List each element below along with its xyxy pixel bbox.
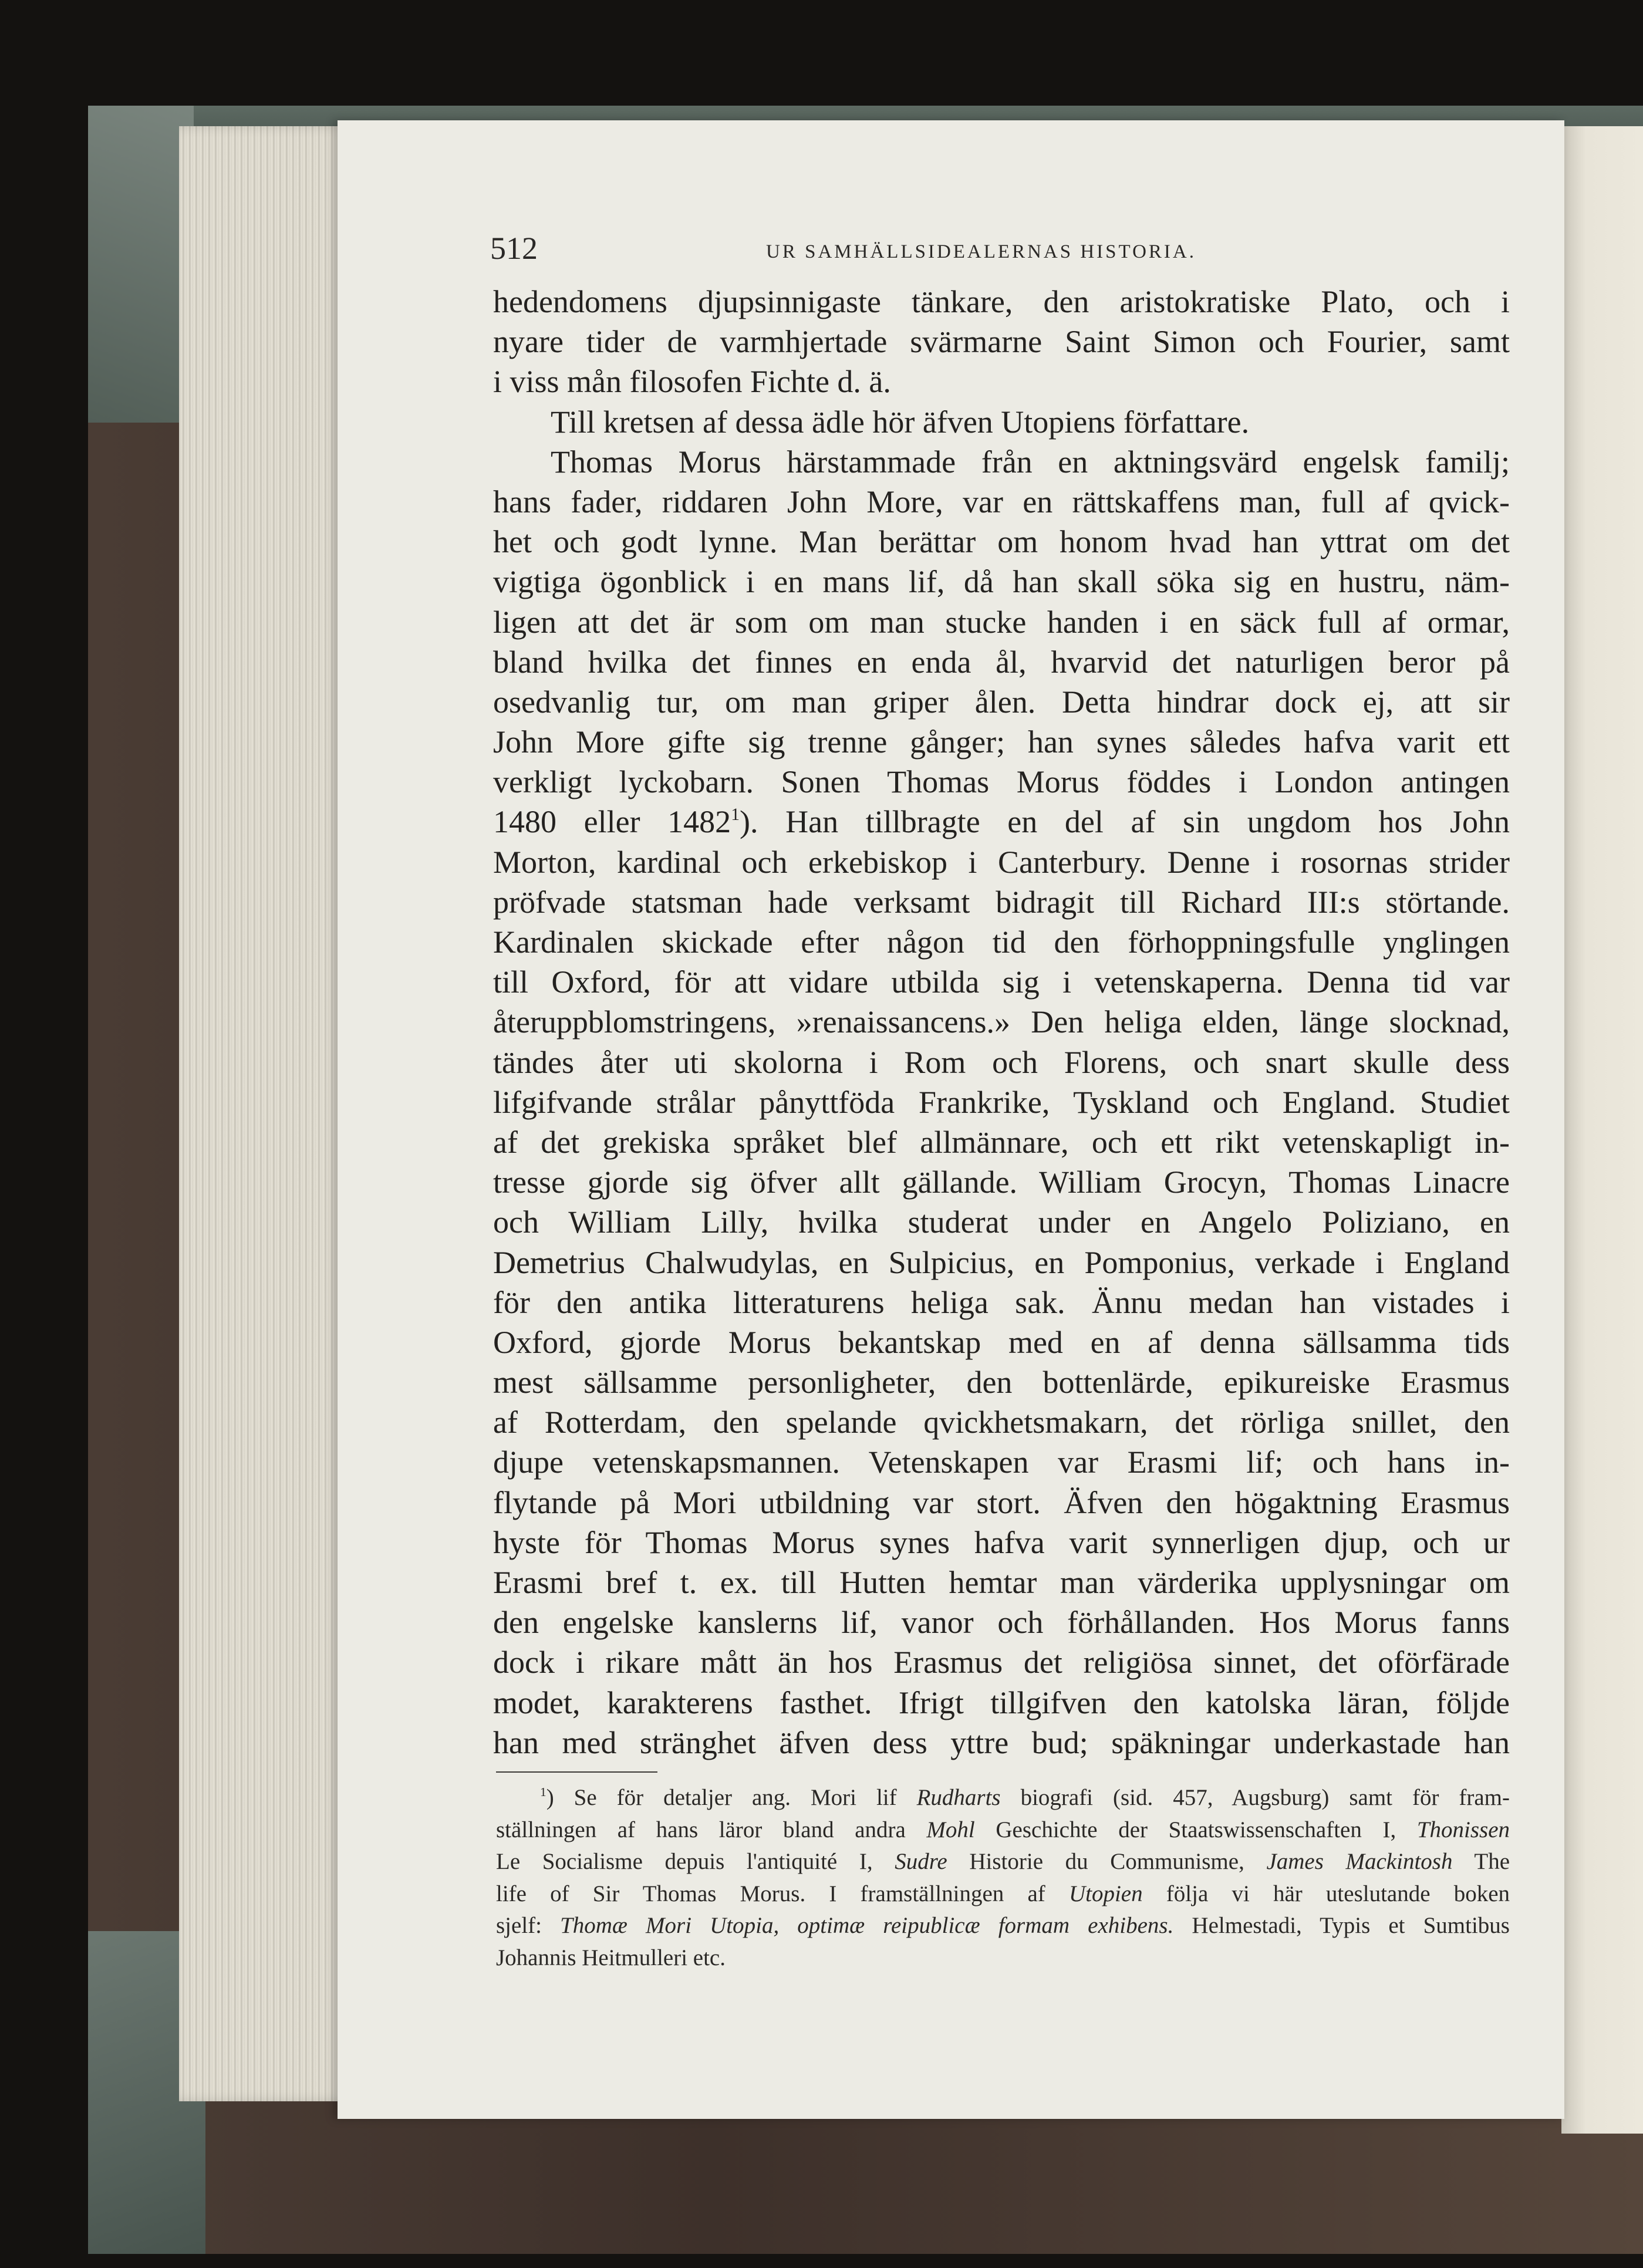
text-fragment: Historie du Communisme, xyxy=(969,1849,1244,1874)
text-fragment: biografi (sid. 457, Augsburg) samt för fram- xyxy=(1020,1785,1510,1810)
footnote-line xyxy=(496,1814,1510,1847)
italic-title: Sudre xyxy=(895,1849,947,1874)
text-line: hyste för Thomas Morus synes hafva varit synnerligen djup, och ur xyxy=(493,1524,1510,1560)
cover-corner-top xyxy=(88,106,194,423)
text-line: het och godt lynne. Man berättar om honom hvad han yttrat om det xyxy=(493,524,1510,560)
footnote-line xyxy=(496,1846,1510,1878)
text-line: till Oxford, för att vidare utbilda sig i vetenskaperna. Denna tid var xyxy=(493,964,1510,1000)
footnote-line xyxy=(496,1878,1510,1911)
footnote-line xyxy=(496,1910,1510,1942)
text-line: ligen att det är som om man stucke handen i en säck full af ormar, xyxy=(493,604,1510,640)
text-fragment: följa vi här uteslutande boken xyxy=(1166,1881,1510,1906)
page-number: 512 xyxy=(490,231,538,266)
italic-title: Mohl xyxy=(926,1817,975,1842)
text-line: Thomas Morus härstammade från en aktningsvärd engelsk familj; xyxy=(551,444,1510,480)
footnote-ref-marker: 1 xyxy=(731,805,740,825)
text-line: återuppblomstringens, »renaissancens.» Den heliga elden, länge slocknad, xyxy=(493,1004,1510,1040)
page-edges xyxy=(179,126,349,2101)
body-text xyxy=(493,282,1510,1763)
text-line: Kardinalen skickade efter någon tid den förhoppningsfulle ynglingen xyxy=(493,924,1510,960)
italic-title: Utopien xyxy=(1068,1881,1143,1906)
text-line: John More gifte sig trenne gånger; han synes således hafva varit ett xyxy=(493,724,1510,760)
italic-title: Thomæ Mori Utopia, optimæ reipublicæ formam exhibens. xyxy=(560,1913,1174,1938)
text-fragment: life of Sir Thomas Morus. I framställningen af xyxy=(496,1881,1045,1906)
text-line: och William Lilly, hvilka studerat under en Angelo Poliziano, en xyxy=(493,1204,1510,1240)
text-line: djupe vetenskapsmannen. Vetenskapen var Erasmi lif; och hans in- xyxy=(493,1445,1510,1480)
text-line: hedendomens djupsinnigaste tänkare, den aristokratiske Plato, och i xyxy=(493,284,1510,319)
text-line: Morton, kardinal och erkebiskop i Canterbury. Denne i rosornas strider xyxy=(493,844,1510,880)
text-line: verkligt lyckobarn. Sonen Thomas Morus föddes i London antingen xyxy=(493,764,1510,800)
facing-page-edge xyxy=(1561,126,1643,2134)
text-line: modet, karakterens fasthet. Ifrigt tillgifven den katolska läran, följde xyxy=(493,1685,1510,1720)
text-line: af Rotterdam, den spelande qvickhetsmakarn, det rörliga snillet, den xyxy=(493,1405,1510,1440)
footnote-line: Johannis Heitmulleri etc. xyxy=(496,1945,726,1970)
text-line: han med stränghet äfven dess yttre bud; späkningar underkastade han xyxy=(493,1724,1510,1760)
text-line: osedvanlig tur, om man griper ålen. Detta hindrar dock ej, att sir xyxy=(493,684,1510,720)
text-line: pröfvade statsman hade verksamt bidragit till Richard III:s störtande. xyxy=(493,884,1510,920)
page-header xyxy=(490,225,1244,272)
footnote-rule xyxy=(496,1771,657,1773)
text-line: den engelske kanslerns lif, vanor och förhållanden. Hos Morus fanns xyxy=(493,1605,1510,1641)
text-fragment: ställningen af hans läror bland andra xyxy=(496,1817,906,1842)
text-line-footnote-ref xyxy=(493,802,1510,842)
text-fragment: The xyxy=(1474,1849,1510,1874)
footnote-marker: 1 xyxy=(540,1785,546,1799)
text-line: i viss mån filosofen Fichte d. ä. xyxy=(493,364,891,400)
italic-title: James Mackintosh xyxy=(1266,1849,1453,1874)
text-fragment: sjelf: xyxy=(496,1913,542,1938)
text-fragment: 1480 eller 1482 xyxy=(493,804,731,840)
italic-title: Thonissen xyxy=(1416,1817,1510,1842)
text-line: Demetrius Chalwudylas, en Sulpicius, en Pomponius, verkade i England xyxy=(493,1244,1510,1280)
running-head: UR SAMHÄLLSIDEALERNAS HISTORIA. xyxy=(766,241,1197,262)
text-line: lifgifvande strålar pånyttföda Frankrike, Tyskland och England. Studiet xyxy=(493,1084,1510,1120)
text-line: tändes åter uti skolorna i Rom och Florens, och snart skulle dess xyxy=(493,1044,1510,1080)
text-line: flytande på Mori utbildning var stort. Äfven den högaktning Erasmus xyxy=(493,1484,1510,1520)
text-line: bland hvilka det finnes en enda ål, hvarvid det naturligen beror på xyxy=(493,644,1510,680)
text-line: dock i rikare mått än hos Erasmus det religiösa sinnet, det oförfärade xyxy=(493,1645,1510,1680)
text-line: hans fader, riddaren John More, var en rättskaffens man, full af qvick- xyxy=(493,484,1510,519)
text-fragment: Se för detaljer ang. Mori lif xyxy=(573,1785,897,1810)
text-line: nyare tider de varmhjertade svärmarne Saint Simon och Fourier, samt xyxy=(493,324,1510,360)
footnotes xyxy=(496,1782,1510,1974)
italic-title: Rudharts xyxy=(916,1785,1001,1810)
footnote-line: $^1$) Se för detaljer ang. Mori lif Rudharts biografi (sid. 457, Augsburg) samt för fram- xyxy=(540,1785,1510,1810)
text-fragment: Helmestadi, Typis et Sumtibus xyxy=(1192,1913,1510,1938)
text-fragment: Le Socialisme depuis l'antiquité I, xyxy=(496,1849,873,1874)
text-line: Erasmi bref t. ex. till Hutten hemtar man värderika upplysningar om xyxy=(493,1565,1510,1600)
text-fragment: ). Han tillbragte en del af sin ungdom hos John xyxy=(740,804,1510,840)
text-fragment: Geschichte der Staatswissenschaften I, xyxy=(996,1817,1396,1842)
text-line: Oxford, gjorde Morus bekantskap med en af denna sällsamma tids xyxy=(493,1324,1510,1360)
text-line: mest sällsamme personligheter, den bottenlärde, epikureiske Erasmus xyxy=(493,1365,1510,1400)
text-line: Till kretsen af dessa ädle hör äfven Utopiens författare. xyxy=(551,404,1250,440)
text-line: vigtiga ögonblick i en mans lif, då han skall söka sig en hustru, näm- xyxy=(493,564,1510,600)
text-line: tresse gjorde sig öfver allt gällande. William Grocyn, Thomas Linacre xyxy=(493,1165,1510,1200)
text-line: för den antika litteraturens heliga sak. Ännu medan han vistades i xyxy=(493,1284,1510,1320)
text-line: af det grekiska språket blef allmännare, och ett rikt vetenskapligt in- xyxy=(493,1124,1510,1160)
